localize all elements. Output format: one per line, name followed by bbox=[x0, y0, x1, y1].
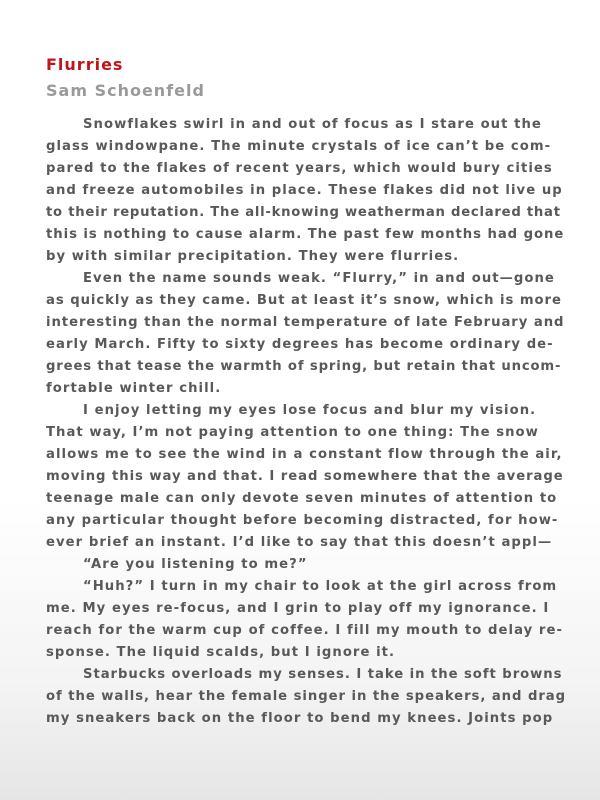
text-line: me. My eyes re-focus, and I grin to play off my ignorance. I bbox=[46, 601, 550, 616]
story-title: Flurries bbox=[46, 55, 124, 74]
text-line: “Huh?” I turn in my chair to look at the girl across from bbox=[83, 579, 558, 594]
text-line: ever brief an instant. I’d like to say that this doesn’t appl— bbox=[46, 535, 553, 550]
text-line: fortable winter chill. bbox=[46, 381, 222, 396]
text-line: reach for the warm cup of coffee. I fill my mouth to delay re- bbox=[46, 623, 563, 638]
text-line: That way, I’m not paying attention to one thing: The snow bbox=[46, 425, 539, 440]
text-line: to their reputation. The all-knowing weatherman declared that bbox=[46, 205, 561, 220]
story-body bbox=[46, 114, 566, 730]
text-line: early March. Fifty to sixty degrees has become ordinary de- bbox=[46, 337, 554, 352]
text-line: any particular thought before becoming distracted, for how- bbox=[46, 513, 559, 528]
text-line: Starbucks overloads my senses. I take in the soft browns bbox=[83, 667, 563, 682]
text-line: teenage male can only devote seven minutes of attention to bbox=[46, 491, 558, 506]
text-line: allows me to see the wind in a constant flow through the air, bbox=[46, 447, 563, 462]
text-line: grees that tease the warmth of spring, but retain that uncom- bbox=[46, 359, 562, 374]
text-line: moving this way and that. I read somewhere that the average bbox=[46, 469, 564, 484]
text-line: as quickly as they came. But at least it’s snow, which is more bbox=[46, 293, 562, 308]
text-line: I enjoy letting my eyes lose focus and blur my vision. bbox=[83, 403, 537, 418]
text-line: my sneakers back on the floor to bend my knees. Joints pop bbox=[46, 711, 554, 726]
author-name: Sam Schoenfeld bbox=[46, 81, 205, 100]
text-line: interesting than the normal temperature of late February and bbox=[46, 315, 565, 330]
text-line: Snowflakes swirl in and out of focus as I stare out the bbox=[83, 117, 542, 132]
text-line: Even the name sounds weak. “Flurry,” in and out—gone bbox=[83, 271, 555, 286]
text-line: this is nothing to cause alarm. The past few months had gone bbox=[46, 227, 565, 242]
text-line: of the walls, hear the female singer in the speakers, and drag bbox=[46, 689, 567, 704]
text-line: pared to the flakes of recent years, which would bury cities bbox=[46, 161, 553, 176]
text-line: by with similar precipitation. They were flurries. bbox=[46, 249, 460, 264]
text-line: glass windowpane. The minute crystals of ice can’t be com- bbox=[46, 139, 552, 154]
text-line: and freeze automobiles in place. These flakes did not live up bbox=[46, 183, 563, 198]
text-line: sponse. The liquid scalds, but I ignore it. bbox=[46, 645, 396, 660]
text-line: “Are you listening to me?” bbox=[83, 557, 308, 572]
